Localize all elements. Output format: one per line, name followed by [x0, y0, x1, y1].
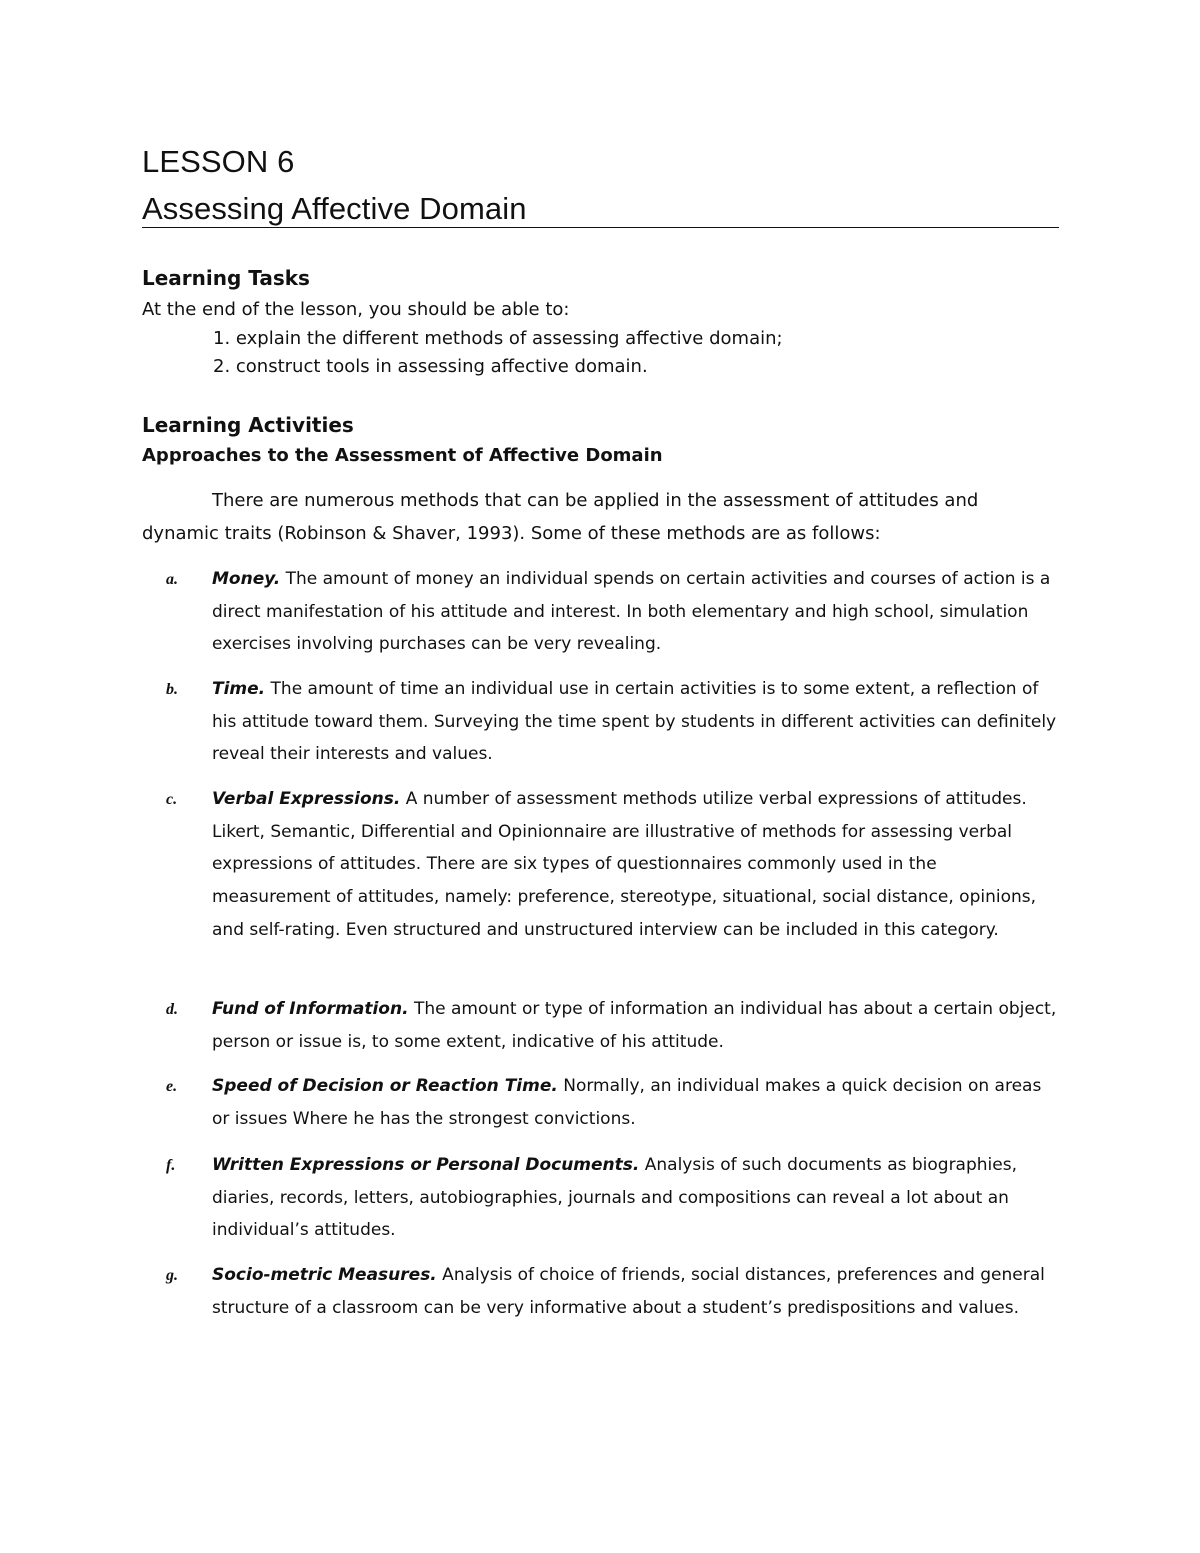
method-item-time — [212, 673, 1058, 771]
lesson-number: LESSON 6 — [142, 144, 295, 179]
title-underline — [142, 227, 1059, 228]
method-description-written-expressions: Analysis of such documents as biographies, diaries, records, letters, autobiographies, journals and compositions can reveal a lot about an individual’s attitudes. — [212, 1155, 1017, 1241]
method-item-written-expressions — [212, 1149, 1058, 1247]
method-marker-f: f. — [166, 1157, 176, 1174]
objective-1: 1. explain the different methods of assessing affective domain; — [213, 328, 783, 349]
method-description-time: The amount of time an individual use in certain activities is to some extent, a reflection of his attitude toward them. Surveying the time spent by students in different activities can definitely reveal their interests and values. — [212, 679, 1057, 765]
method-item-verbal-expressions — [212, 783, 1058, 947]
method-item-speed-of-decision — [212, 1070, 1058, 1135]
method-term-verbal-expressions: Verbal Expressions. — [212, 789, 401, 809]
method-term-fund-of-information: Fund of Information. — [212, 999, 409, 1019]
lesson-title: Assessing Affective Domain — [142, 191, 527, 226]
intro-paragraph-line-1: There are numerous methods that can be applied in the assessment of attitudes and — [212, 490, 979, 511]
method-marker-b: b. — [166, 681, 178, 698]
method-marker-e: e. — [166, 1078, 178, 1095]
method-marker-a: a. — [166, 571, 178, 588]
method-item-fund-of-information — [212, 993, 1058, 1058]
learning-tasks-heading: Learning Tasks — [142, 266, 310, 290]
method-item-money — [212, 563, 1058, 661]
method-description-fund-of-information: The amount or type of information an individual has about a certain object, person or issue is, to some extent, indicative of his attitude. — [212, 999, 1057, 1052]
objective-2: 2. construct tools in assessing affective domain. — [213, 356, 648, 377]
method-description-speed-of-decision: Normally, an individual makes a quick decision on areas or issues Where he has the strongest convictions. — [212, 1076, 1042, 1129]
learning-activities-heading: Learning Activities — [142, 413, 354, 437]
method-term-money: Money. — [212, 569, 281, 589]
assessment-approaches-subheading: Approaches to the Assessment of Affective Domain — [142, 445, 663, 466]
method-term-time: Time. — [212, 679, 266, 699]
learning-tasks-intro: At the end of the lesson, you should be able to: — [142, 299, 570, 320]
method-marker-g: g. — [166, 1267, 178, 1284]
method-term-speed-of-decision: Speed of Decision or Reaction Time. — [212, 1076, 558, 1096]
method-description-money: The amount of money an individual spends on certain activities and courses of action is a direct manifestation of his attitude and interest. In both elementary and high school, simulation exercises involving purchases can be very revealing. — [212, 569, 1051, 655]
intro-paragraph-line-2: dynamic traits (Robinson & Shaver, 1993). Some of these methods are as follows: — [142, 523, 881, 544]
method-term-socio-metric-measures: Socio-metric Measures. — [212, 1265, 437, 1285]
method-description-verbal-expressions: A number of assessment methods utilize verbal expressions of attitudes. Likert, Semantic, Differential and Opinionnaire are illustrative of methods for assessing verbal expressions of attitudes. There are six types of questionnaires commonly used in the measurement of attitudes, namely: preference, stereotype, situational, social distance, opinions, and self-rating. Even structured and unstructured interview can be included in this category. — [212, 789, 1037, 940]
method-item-socio-metric-measures — [212, 1259, 1058, 1324]
method-marker-c: c. — [166, 791, 178, 808]
method-term-written-expressions: Written Expressions or Personal Documents. — [212, 1155, 640, 1175]
method-marker-d: d. — [166, 1001, 178, 1018]
method-description-socio-metric-measures: Analysis of choice of friends, social distances, preferences and general structure of a classroom can be very informative about a student’s predispositions and values. — [212, 1265, 1045, 1318]
